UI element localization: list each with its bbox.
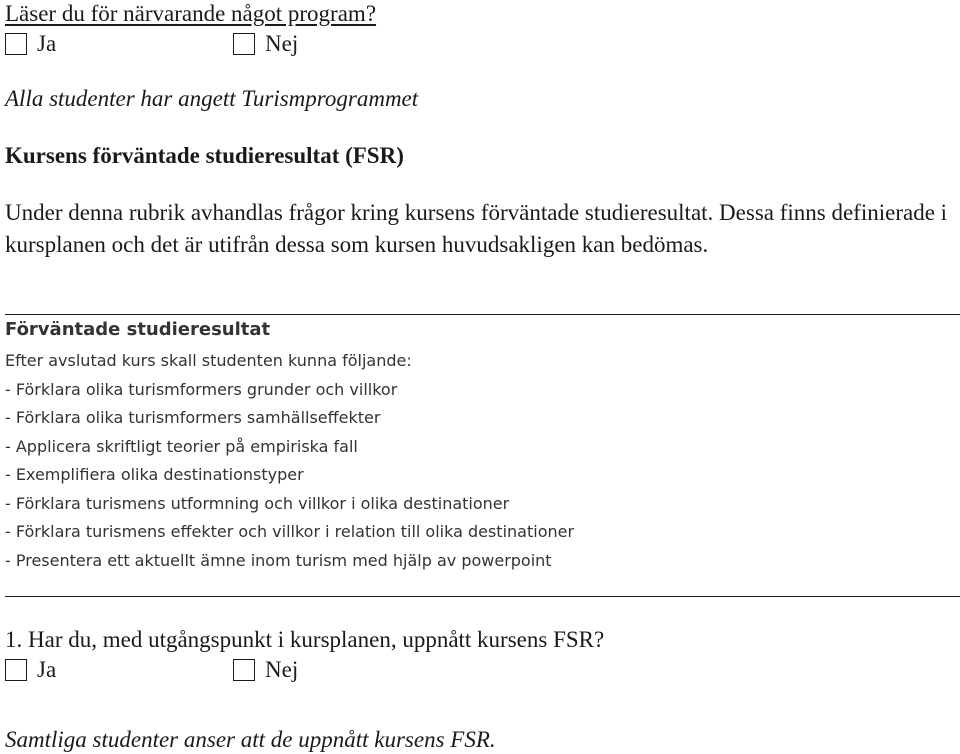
program-option-yes[interactable] <box>5 30 233 58</box>
program-answer: Alla studenter har angett Turismprogrammet <box>5 86 419 111</box>
fsr-item: - Förklara olika turismformers samhällseffekter <box>5 404 960 433</box>
fsr-title: Förväntade studieresultat <box>5 319 271 340</box>
option-no-label: Nej <box>265 31 299 56</box>
option-yes-label: Ja <box>37 657 57 682</box>
fsr-item: - Förklara turismens utformning och villkor i olika destinationer <box>5 490 960 519</box>
section-heading: Kursens förväntade studieresultat (FSR) <box>5 143 404 168</box>
fsr-item: - Exemplifiera olika destinationstyper <box>5 461 960 490</box>
checkbox-yes[interactable] <box>5 659 27 681</box>
program-question: Läser du för närvarande något program? <box>5 1 377 26</box>
fsr-item: - Förklara turismens effekter och villkor i relation till olika destinationer <box>5 518 960 547</box>
q1-answer: Samtliga studenter anser att de uppnått kursens FSR. <box>5 727 496 752</box>
checkbox-no[interactable] <box>233 659 255 681</box>
fsr-intro: Efter avslutad kurs skall studenten kunna följande: <box>5 351 412 370</box>
q1-options <box>5 656 298 684</box>
q1-question: 1. Har du, med utgångspunkt i kursplanen, uppnått kursens FSR? <box>5 627 605 652</box>
fsr-list <box>5 376 960 576</box>
checkbox-yes[interactable] <box>5 33 27 55</box>
q1-option-yes[interactable] <box>5 656 233 684</box>
program-option-no[interactable] <box>233 30 298 58</box>
section-intro: Under denna rubrik avhandlas frågor kring kursens förväntade studieresultat. Dessa finns definierade i kursplanen och det är utifrån dessa som kursen huvudsakligen kan bedömas. <box>5 200 948 257</box>
option-yes-label: Ja <box>37 31 57 56</box>
section-divider <box>5 596 960 597</box>
fsr-block <box>5 314 960 575</box>
q1-option-no[interactable] <box>233 656 298 684</box>
checkbox-no[interactable] <box>233 33 255 55</box>
fsr-item: - Förklara olika turismformers grunder och villkor <box>5 376 960 405</box>
program-options <box>5 30 298 58</box>
fsr-item: - Applicera skriftligt teorier på empiriska fall <box>5 433 960 462</box>
option-no-label: Nej <box>265 657 299 682</box>
fsr-item: - Presentera ett aktuellt ämne inom turism med hjälp av powerpoint <box>5 547 960 576</box>
